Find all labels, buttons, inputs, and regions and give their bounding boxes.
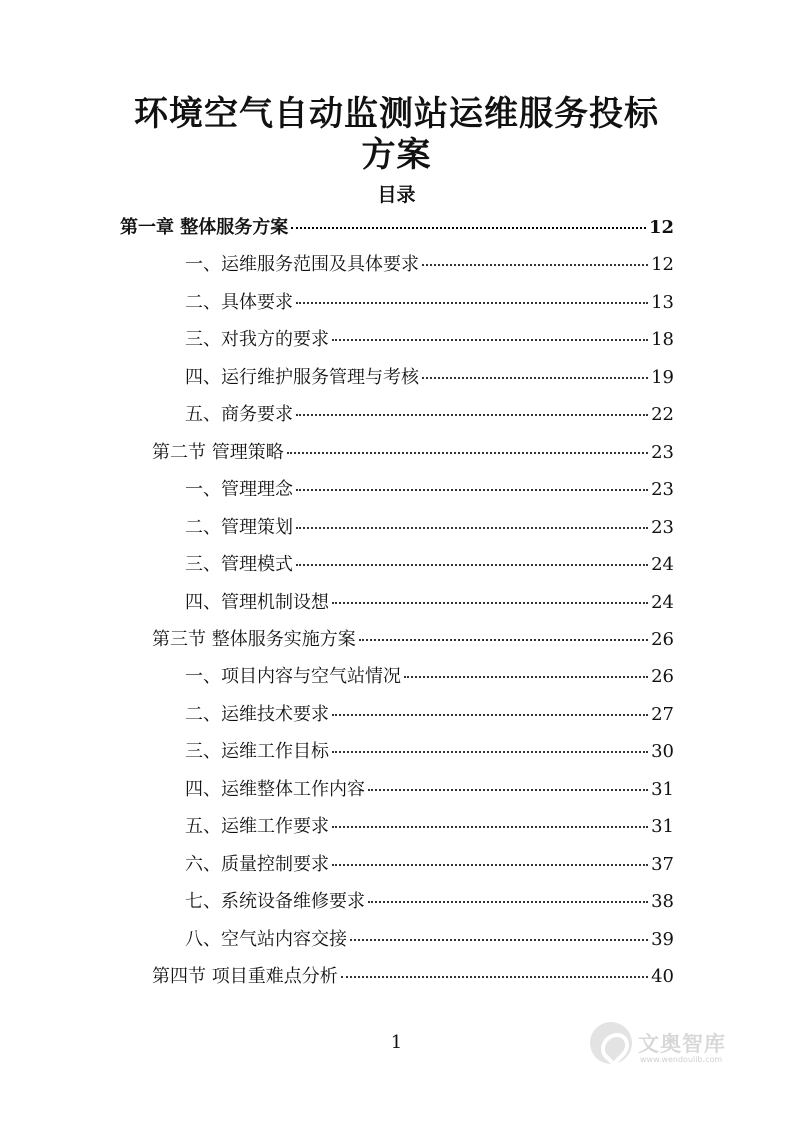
toc-dot-leader xyxy=(341,976,648,978)
toc-dot-leader xyxy=(368,789,648,791)
toc-entry-label: 五、运维工作要求 xyxy=(185,816,329,838)
toc-entry-page: 19 xyxy=(651,366,674,388)
toc-dot-leader xyxy=(332,751,648,753)
toc-dot-leader xyxy=(422,377,648,379)
toc-entry-label: 四、运维整体工作内容 xyxy=(185,778,365,800)
toc-entry-label: 第二节 管理策略 xyxy=(152,441,284,463)
toc-entry[interactable] xyxy=(185,700,674,726)
toc-entry-page: 38 xyxy=(651,891,674,913)
toc-entry-label: 三、管理模式 xyxy=(185,554,293,576)
toc-entry-page: 24 xyxy=(651,554,674,576)
toc-dot-leader xyxy=(332,602,648,604)
document-title-line-1: 环境空气自动监测站运维服务投标 xyxy=(134,94,659,134)
toc-entry-page: 23 xyxy=(651,479,674,501)
page-number: 1 xyxy=(390,1032,403,1053)
toc-dot-leader xyxy=(332,714,648,716)
toc-dot-leader xyxy=(296,527,648,529)
toc-entry[interactable] xyxy=(185,475,674,501)
toc-entry[interactable] xyxy=(185,288,674,314)
toc-dot-leader xyxy=(359,639,648,641)
toc-entry[interactable] xyxy=(185,250,674,276)
toc-dot-leader xyxy=(332,339,648,341)
toc-entry-page: 22 xyxy=(651,404,674,426)
watermark-subtext: www.wendoulib.com xyxy=(640,1055,723,1064)
toc-entry-page: 39 xyxy=(651,928,674,950)
toc-entry[interactable] xyxy=(185,513,674,539)
toc-entry-page: 31 xyxy=(651,816,674,838)
toc-entry-label: 五、商务要求 xyxy=(185,404,293,426)
toc-entry[interactable] xyxy=(152,962,674,988)
toc-dot-leader xyxy=(332,826,648,828)
toc-entry[interactable] xyxy=(185,550,674,576)
toc-entry-label: 七、系统设备维修要求 xyxy=(185,891,365,913)
toc-entry[interactable] xyxy=(185,775,674,801)
toc-entry-label: 八、空气站内容交接 xyxy=(185,928,347,950)
toc-entry-label: 三、运维工作目标 xyxy=(185,741,329,763)
toc-dot-leader xyxy=(350,939,648,941)
toc-entry-page: 12 xyxy=(651,254,674,276)
toc-entry-page: 13 xyxy=(651,291,674,313)
toc-entry-page: 23 xyxy=(651,516,674,538)
toc-entry-label: 六、质量控制要求 xyxy=(185,853,329,875)
toc-entry-label: 一、项目内容与空气站情况 xyxy=(185,666,401,688)
toc-entry-label: 一、管理理念 xyxy=(185,479,293,501)
toc-dot-leader xyxy=(296,302,648,304)
toc-entry[interactable] xyxy=(120,213,674,239)
toc-entry-page: 31 xyxy=(651,778,674,800)
toc-dot-leader xyxy=(404,676,648,678)
watermark-logo-icon xyxy=(590,1022,632,1064)
toc-entry-label: 二、具体要求 xyxy=(185,291,293,313)
toc-entry-page: 12 xyxy=(648,217,674,238)
toc-entry-page: 24 xyxy=(651,591,674,613)
toc-entry[interactable] xyxy=(185,325,674,351)
watermark xyxy=(590,1022,750,1074)
document-title-line-2: 方案 xyxy=(361,135,432,175)
toc-dot-leader xyxy=(291,227,646,229)
toc-dot-leader xyxy=(296,564,648,566)
toc-entry-page: 30 xyxy=(651,741,674,763)
toc-entry-page: 40 xyxy=(651,966,674,987)
toc-heading: 目录 xyxy=(377,184,416,206)
toc-dot-leader xyxy=(296,489,648,491)
toc-entry[interactable] xyxy=(185,925,674,951)
toc-entry-label: 三、对我方的要求 xyxy=(185,329,329,351)
toc-entry[interactable] xyxy=(185,850,674,876)
toc-entry-page: 27 xyxy=(651,703,674,725)
toc-entry-page: 26 xyxy=(651,628,674,650)
toc-entry-label: 第四节 项目重难点分析 xyxy=(152,966,338,987)
toc-entry-page: 23 xyxy=(651,441,674,463)
toc-entry-label: 第一章 整体服务方案 xyxy=(120,217,289,238)
toc-entry-label: 二、运维技术要求 xyxy=(185,703,329,725)
toc-entry[interactable] xyxy=(185,737,674,763)
toc-entry[interactable] xyxy=(185,662,674,688)
toc-entry[interactable] xyxy=(152,438,674,464)
toc-entry-page: 18 xyxy=(651,329,674,351)
watermark-text: 文奥智库 xyxy=(638,1032,726,1056)
toc-entry[interactable] xyxy=(185,887,674,913)
toc-entry[interactable] xyxy=(185,812,674,838)
toc-dot-leader xyxy=(296,414,648,416)
toc-entry-page: 26 xyxy=(651,666,674,688)
toc-entry-label: 一、运维服务范围及具体要求 xyxy=(185,254,419,276)
toc-dot-leader xyxy=(368,901,648,903)
toc-entry-page: 37 xyxy=(651,853,674,875)
toc-dot-leader xyxy=(422,264,648,266)
toc-entry[interactable] xyxy=(185,588,674,614)
toc-dot-leader xyxy=(332,864,648,866)
toc-entry-label: 四、管理机制设想 xyxy=(185,591,329,613)
toc-entry-label: 第三节 整体服务实施方案 xyxy=(152,628,356,650)
toc-entry[interactable] xyxy=(185,400,674,426)
toc-dot-leader xyxy=(287,452,648,454)
toc-entry-label: 二、管理策划 xyxy=(185,516,293,538)
toc-entry-label: 四、运行维护服务管理与考核 xyxy=(185,366,419,388)
toc-entry[interactable] xyxy=(185,363,674,389)
toc-entry[interactable] xyxy=(152,625,674,651)
